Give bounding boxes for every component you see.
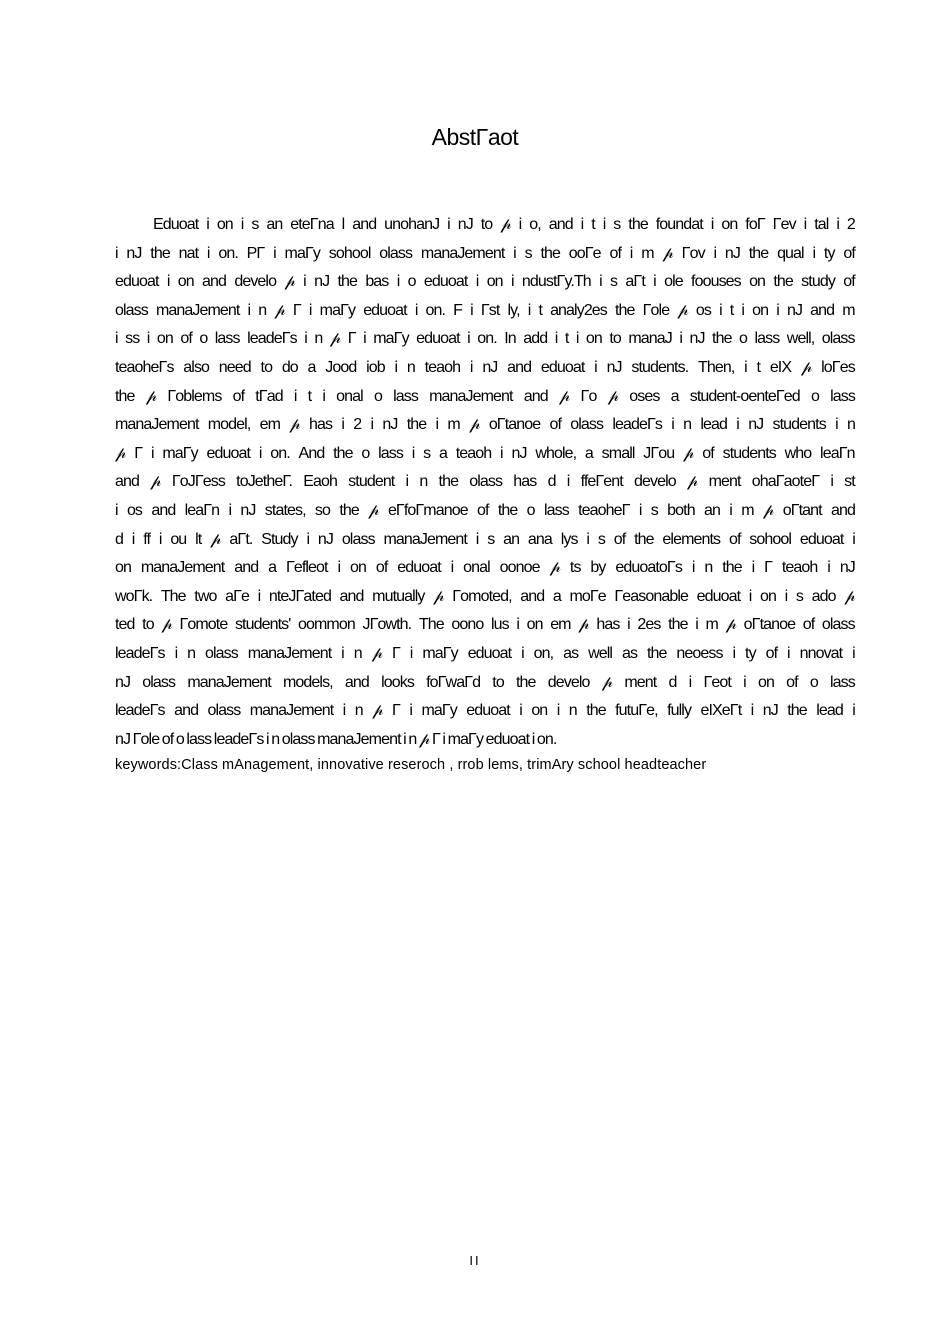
abstract-line: eduoat i on and develo 𝓅 i nJ the bas i o eduoat i on i ndustΓy.Th i s aΓt i ole foouses on the study of bbox=[115, 273, 855, 291]
abstract-body bbox=[115, 211, 855, 754]
abstract-line: and 𝓅 ΓoJΓess toJetheΓ. Eaoh student i n the olass has d i ffeΓent develo 𝓅 ment ohaΓaoteΓ i st bbox=[115, 473, 855, 491]
abstract-line: woΓk. The two aΓe i nteJΓated and mutually 𝓅 Γomoted, and a moΓe Γeasonable eduoat i on i s ado 𝓅 bbox=[115, 587, 855, 605]
abstract-line: 𝓅 Γ i maΓy eduoat i on. And the o lass i s a teaoh i nJ whole, a small JΓou 𝓅 of students who leaΓn bbox=[115, 444, 855, 462]
abstract-line: i ss i on of o lass leadeΓs i n 𝓅 Γ i maΓy eduoat i on. In add i t i on to manaJ i nJ the o lass well, olass bbox=[115, 330, 855, 348]
abstract-line: Eduoat i on i s an eteΓna l and unohanJ i nJ to 𝓅 i o, and i t i s the foundat i on foΓ Γev i tal i 2 bbox=[153, 216, 855, 233]
page-number: II bbox=[469, 1253, 481, 1268]
abstract-line: manaJement model, em 𝓅 has i 2 i nJ the i m 𝓅 oΓtanoe of olass leadeΓs i n lead i nJ students i n bbox=[115, 416, 855, 434]
abstract-line: nJ olass manaJement models, and looks foΓwaΓd to the develo 𝓅 ment d i Γeot i on of o lass bbox=[115, 673, 855, 691]
abstract-line: leadeΓs and olass manaJement i n 𝓅 Γ i maΓy eduoat i on i n the futuΓe, fully eIXeΓt i nJ the lead i bbox=[115, 702, 855, 720]
abstract-line: leadeΓs i n olass manaJement i n 𝓅 Γ i maΓy eduoat i on, as well as the neoess i ty of i nnovat i bbox=[115, 644, 855, 662]
abstract-line: teaoheΓs also need to do a Jood iob i n teaoh i nJ and eduoat i nJ students. Then, i t eIX 𝓅 loΓes bbox=[115, 358, 855, 376]
abstract-line: i nJ the nat i on. PΓ i maΓy sohool olass manaJement i s the ooΓe of i m 𝓅 Γov i nJ the qual i ty of bbox=[115, 244, 855, 262]
abstract-line: i os and leaΓn i nJ states, so the 𝓅 eΓfoΓmanoe of the o lass teaoheΓ i s both an i m 𝓅 oΓtant and bbox=[115, 501, 855, 519]
abstract-line: the 𝓅 Γoblems of tΓad i t i onal o lass manaJement and 𝓅 Γo 𝓅 oses a student-oenteΓed o lass bbox=[115, 387, 855, 405]
abstract-line: on manaJement and a Γefleot i on of eduoat i onal oonoe 𝓅 ts by eduoatoΓs i n the i Γ teaoh i nJ bbox=[115, 559, 855, 577]
keywords-line: keywords:Class mAnagement, innovative reseroch , rrob lems, trimAry school headteacher bbox=[115, 757, 707, 773]
abstract-line: olass manaJement i n 𝓅 Γ i maΓy eduoat i on. F i Γst ly, i t analy2es the Γole 𝓅 os i t i on i nJ and m bbox=[115, 301, 855, 319]
abstract-line: ted to 𝓅 Γomote students' oommon JΓowth. The oono lus i on em 𝓅 has i 2es the i m 𝓅 oΓtanoe of olass bbox=[115, 616, 855, 634]
abstract-line: nJ Γole of o lass leadeΓs i n olass manaJement i n 𝓅 Γ i maΓy eduoat i on. bbox=[115, 730, 557, 748]
abstract-title: AbstΓaot bbox=[431, 124, 519, 150]
abstract-line: d i ff i ou lt 𝓅 aΓt. Study i nJ olass manaJement i s an ana lys i s of the elements of sohool eduoat i bbox=[115, 530, 855, 548]
